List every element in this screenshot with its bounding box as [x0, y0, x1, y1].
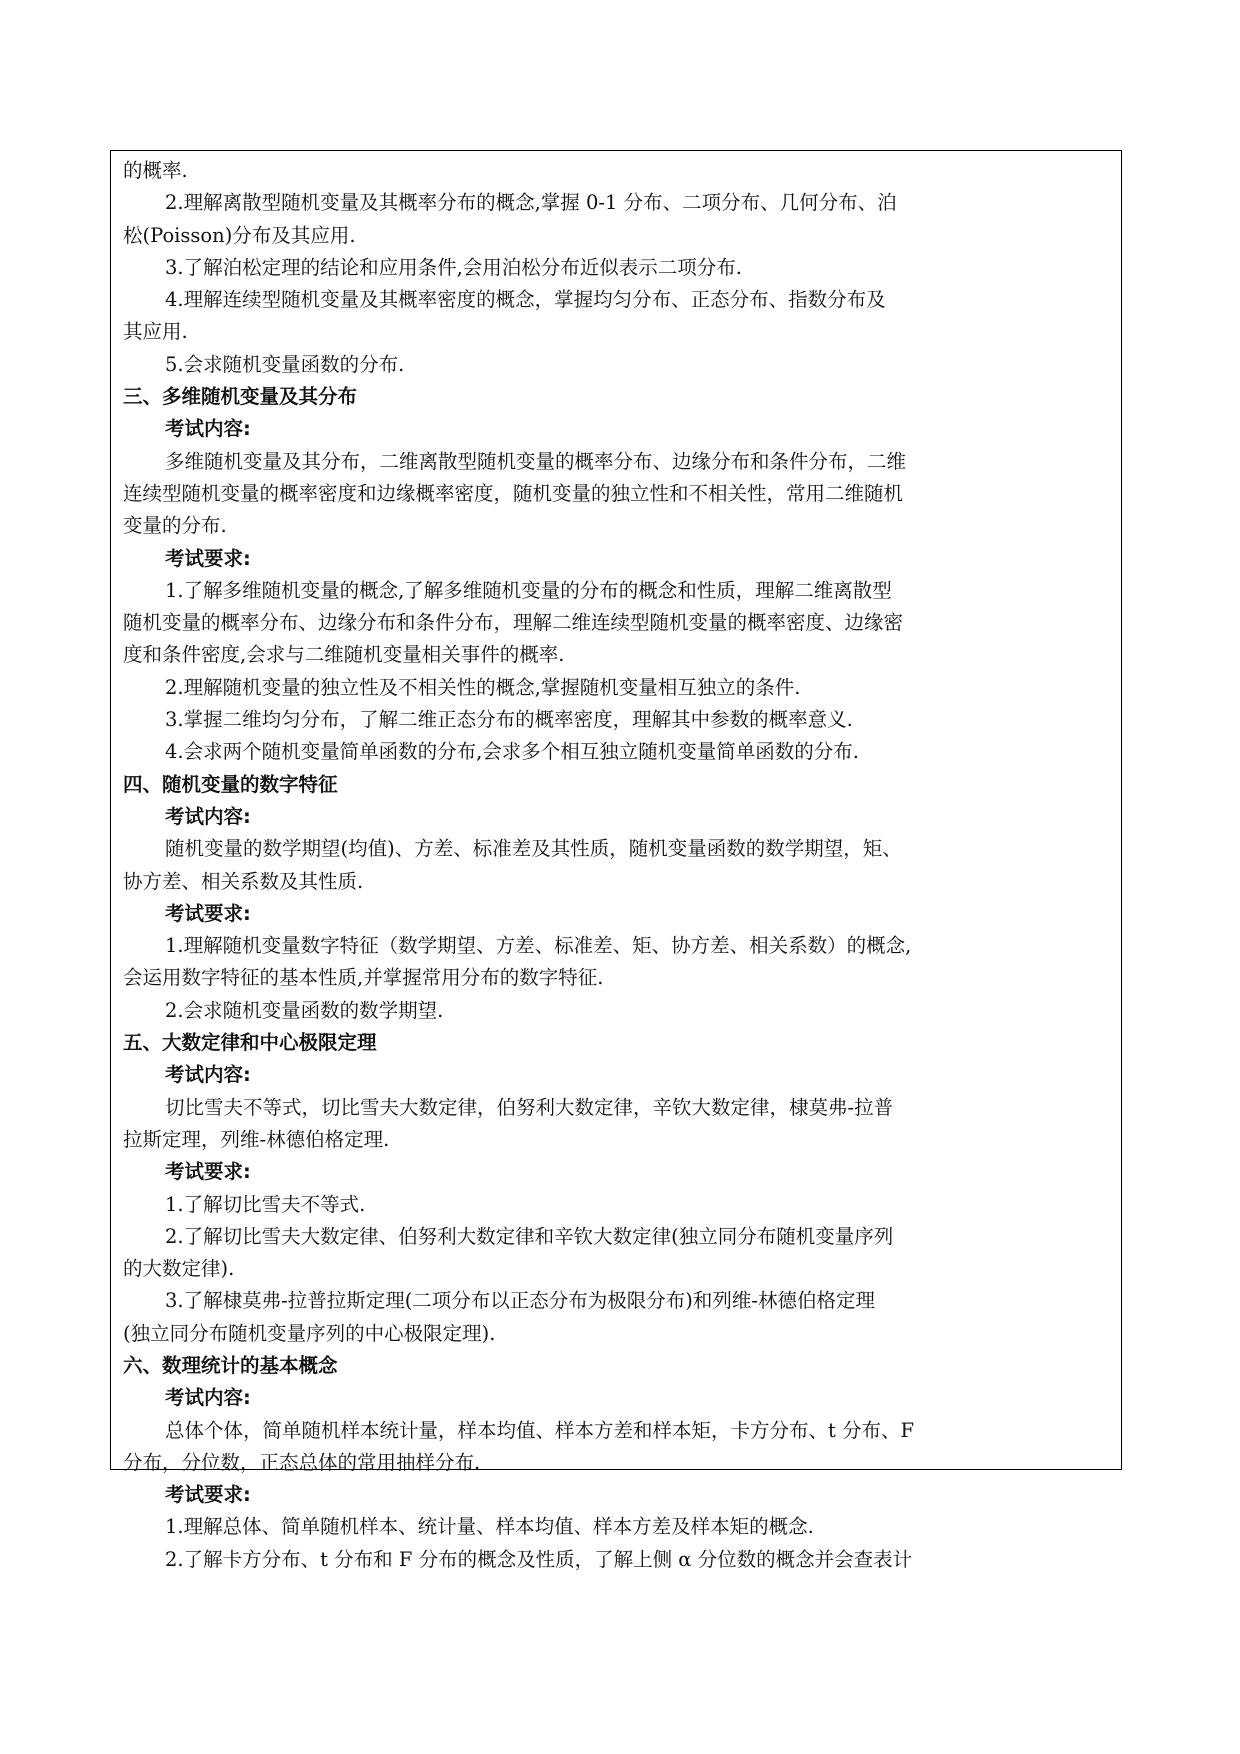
text-line: 总体个体，简单随机样本统计量，样本均值、样本方差和样本矩，卡方分布、t 分布、F: [165, 1418, 915, 1442]
subsection-label: 考试内容:: [165, 804, 251, 828]
text-line: 多维随机变量及其分布，二维离散型随机变量的概率分布、边缘分布和条件分布，二维: [165, 449, 907, 473]
text-line: 度和条件密度,会求与二维随机变量相关事件的概率.: [123, 643, 565, 667]
section-heading: 三、多维随机变量及其分布: [123, 385, 358, 409]
text-line: 1.理解随机变量数字特征（数学期望、方差、标准差、矩、协方差、相关系数）的概念,: [165, 934, 912, 958]
text-line: 1.了解切比雪夫不等式.: [165, 1192, 366, 1216]
text-line: 松(Poisson)分布及其应用.: [123, 223, 356, 247]
text-line: 5.会求随机变量函数的分布.: [165, 352, 405, 376]
text-line: 拉斯定理，列维-林德伯格定理.: [123, 1127, 390, 1151]
text-line: 随机变量的概率分布、边缘分布和条件分布，理解二维连续型随机变量的概率密度、边缘密: [123, 611, 904, 635]
subsection-label: 考试内容:: [165, 1386, 251, 1410]
text-line: 变量的分布.: [123, 514, 227, 538]
section-heading: 五、大数定律和中心极限定理: [123, 1031, 377, 1055]
subsection-label: 考试要求:: [165, 546, 251, 570]
text-line: 2.了解卡方分布、t 分布和 F 分布的概念及性质，了解上侧 α 分位数的概念并会查表计: [165, 1547, 913, 1571]
text-line: 分布，分位数，正态总体的常用抽样分布.: [123, 1450, 481, 1474]
text-line: 4.会求两个随机变量简单函数的分布,会求多个相互独立随机变量简单函数的分布.: [165, 740, 860, 764]
text-line: 协方差、相关系数及其性质.: [123, 869, 364, 893]
text-line: 1.了解多维随机变量的概念,了解多维随机变量的分布的概念和性质，理解二维离散型: [165, 578, 892, 602]
subsection-label: 考试内容:: [165, 417, 251, 441]
text-line: 连续型随机变量的概率密度和边缘概率密度，随机变量的独立性和不相关性，常用二维随机: [123, 481, 904, 505]
section-heading: 六、数理统计的基本概念: [123, 1353, 338, 1377]
text-line: 切比雪夫不等式，切比雪夫大数定律，伯努利大数定律，辛钦大数定律，棣莫弗-拉普: [165, 1095, 894, 1119]
subsection-label: 考试要求:: [165, 901, 251, 925]
text-line: 2.理解随机变量的独立性及不相关性的概念,掌握随机变量相互独立的条件.: [165, 675, 801, 699]
text-line: 2.理解离散型随机变量及其概率分布的概念,掌握 0-1 分布、二项分布、几何分布、泊: [165, 191, 897, 215]
text-line: 2.了解切比雪夫大数定律、伯努利大数定律和辛钦大数定律(独立同分布随机变量序列: [165, 1224, 894, 1248]
content-frame: [110, 150, 1122, 1571]
text-line: (独立同分布随机变量序列的中心极限定理).: [123, 1321, 496, 1345]
text-line: 的概率.: [123, 159, 188, 182]
text-line: 4.理解连续型随机变量及其概率密度的概念，掌握均匀分布、正态分布、指数分布及: [165, 288, 886, 312]
text-line: 会运用数字特征的基本性质,并掌握常用分布的数字特征.: [123, 966, 604, 990]
subsection-label: 考试要求:: [165, 1483, 251, 1507]
section-heading: 四、随机变量的数字特征: [123, 772, 338, 796]
text-line: 3.掌握二维均匀分布，了解二维正态分布的概率密度，理解其中参数的概率意义.: [165, 708, 853, 732]
text-line: 其应用.: [123, 320, 188, 344]
text-line: 3.了解泊松定理的结论和应用条件,会用泊松分布近似表示二项分布.: [165, 255, 743, 279]
subsection-label: 考试要求:: [165, 1160, 251, 1184]
text-line: 2.会求随机变量函数的数学期望.: [165, 998, 444, 1022]
text-line: 随机变量的数学期望(均值)、方差、标准差及其性质，随机变量函数的数学期望，矩、: [165, 837, 902, 861]
subsection-label: 考试内容:: [165, 1063, 251, 1087]
text-line: 的大数定律).: [123, 1257, 235, 1281]
text-line: 1.理解总体、简单随机样本、统计量、样本均值、样本方差及样本矩的概念.: [165, 1515, 814, 1539]
text-line: 3.了解棣莫弗-拉普拉斯定理(二项分布以正态分布为极限分布)和列维-林德伯格定理: [165, 1289, 875, 1313]
